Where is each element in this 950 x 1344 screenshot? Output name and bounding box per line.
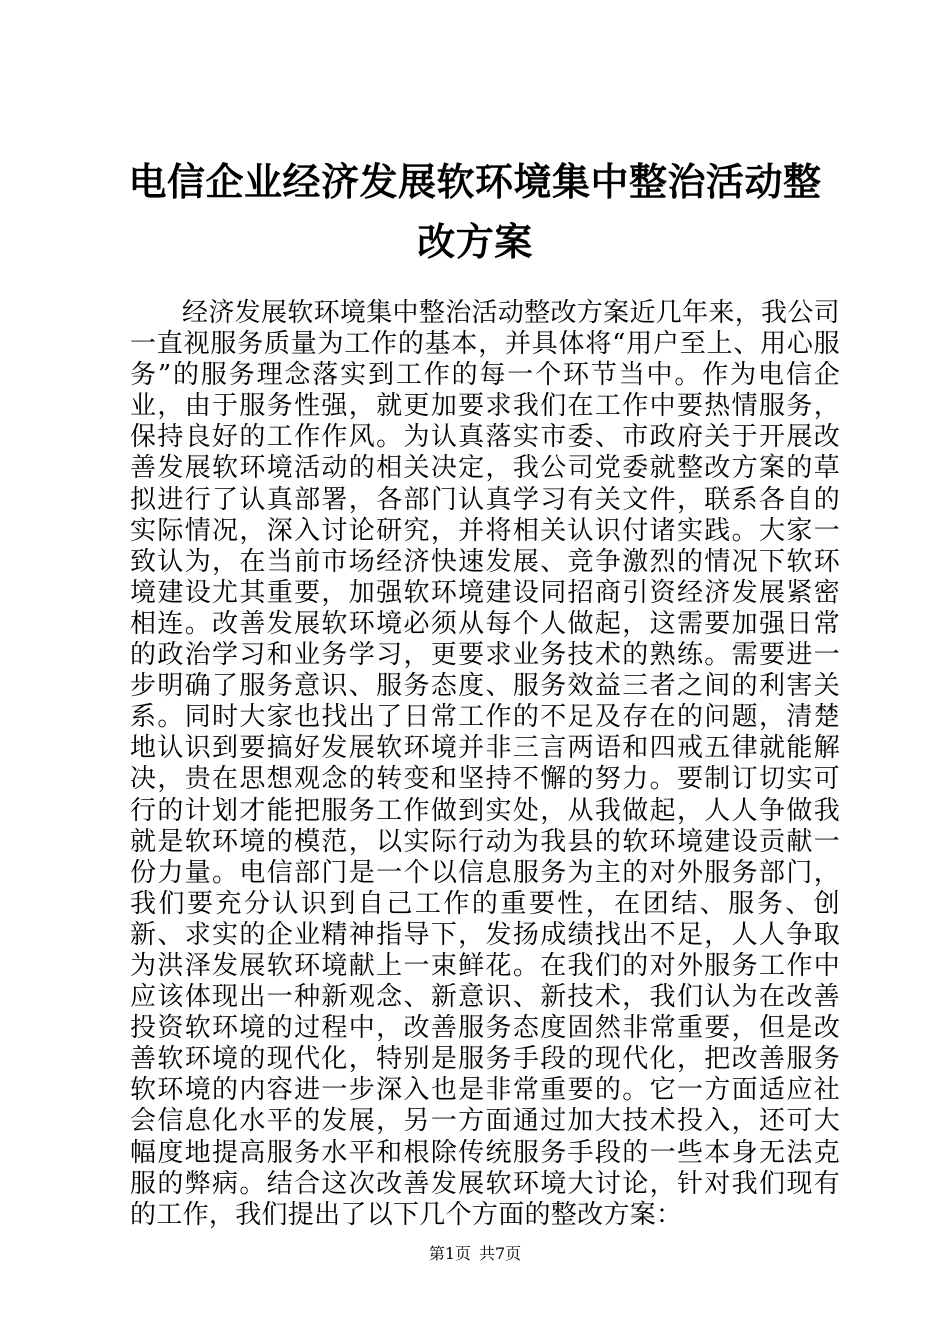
document-body-paragraph: 经济发展软环境集中整治活动整改方案近几年来，我公司一直视服务质量为工作的基本，并具体将“用户至上、用心服务”的服务理念落实到工作的每一个环节当中。作为电信企业，由于服务性强，就更加要求我们在工作中要热情服务，保持良好的工作作风。为认真落实市委、市政府关于开展改善发展软环境活动的相关决定，我公司党委就整改方案的草拟进行了认真部署，各部门认真学习有关文件，联系各自的实际情况，深入讨论研究，并将相关认识付诸实践。大家一致认为，在当前市场经济快速发展、竞争激烈的情况下软环境建设尤其重要，加强软环境建设同招商引资经济发展紧密相连。改善发展软环境必须从每个人做起，这需要加强日常的政治学习和业务学习，更要求业务技术的熟练。需要进一步明确了服务意识、服务态度、服务效益三者之间的利害关系。同时大家也找出了日常工作的不足及存在的问题，清楚地认识到要搞好发展软环境并非三言两语和四戒五律就能解决，贵在思想观念的转变和坚持不懈的努力。要制订切实可行的计划才能把服务工作做到实处，从我做起，人人争做我就是软环境的模范，以实际行动为我县的软环境建设贡献一份力量。电信部门是一个以信息服务为主的对外服务部门，我们要充分认识到自己工作的重要性，在团结、服务、创新、求实的企业精神指导下，发扬成绩找出不足，人人争取为洪泽发展软环境献上一束鲜花。在我们的对外服务工作中应该体现出一种新观念、新意识、新技术，我们认为在改善投资软环境的过程中，改善服务态度固然非常重要，但是改善软环境的现代化，特别是服务手段的现代化，把改善服务软环境的内容进一步深入也是非常重要的。它一方面适应社会信息化水平的发展，另一方面通过加大技术投入，还可大幅度地提高服务水平和根除传统服务手段的一些本身无法克服的弊病。结合这次改善发展软环境大讨论，针对我们现有的工作，我们提出了以下几个方面的整改方案： — [130, 298, 840, 1230]
page-number-total: 共7页 — [479, 1244, 522, 1263]
document-title: 电信企业经济发展软环境集中整治活动整改方案 — [128, 159, 822, 264]
page-footer — [0, 1244, 950, 1264]
page-number-current: 第1页 — [428, 1244, 471, 1263]
